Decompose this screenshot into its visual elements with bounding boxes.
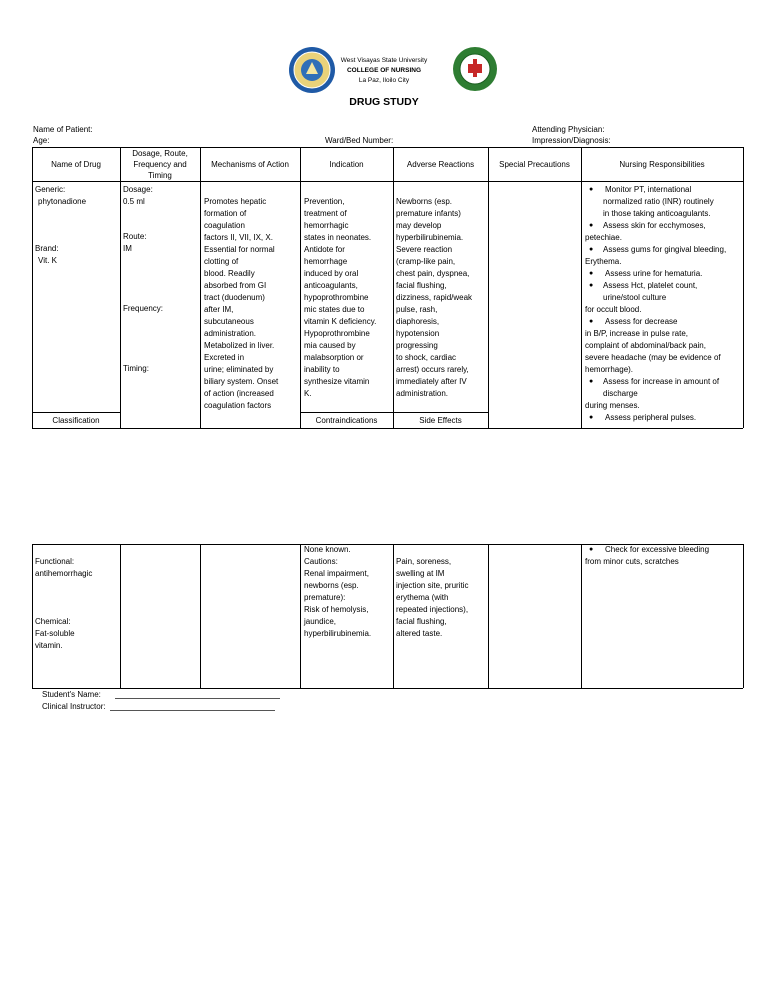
text-line: hypotension [396, 329, 440, 338]
text-line: arrest) occurs rarely, [396, 365, 469, 374]
chemical-class-label: Chemical: [35, 617, 71, 626]
text-line: states in neonates. [304, 233, 372, 242]
ward-label: Ward/Bed Number: [325, 136, 394, 145]
text-line: Pain, soreness, [396, 557, 452, 566]
mechanism-text [204, 196, 299, 412]
text-line: K. [304, 389, 312, 398]
col-header-mechanism: Mechanisms of Action [211, 160, 289, 169]
text-line: erythema (with [396, 593, 449, 602]
college-address: La Paz, Iloilo City [358, 77, 410, 84]
text-line: from minor cuts, scratches [585, 557, 679, 566]
text-line: blood. Readily [204, 269, 255, 278]
text-line: during menses. [585, 401, 640, 410]
text-line: to shock, cardiac [396, 353, 457, 362]
text-line: facial flushing, [396, 281, 447, 290]
text-line: may develop [396, 221, 442, 230]
text-line: vitamin K deficiency. [304, 317, 377, 326]
brand-label: Brand: [35, 244, 59, 253]
clinical-instructor-field [42, 702, 275, 711]
text-line: altered taste. [396, 629, 443, 638]
text-line: Newborns (esp. [396, 197, 453, 206]
text-line: facial flushing, [396, 617, 447, 626]
adverse-reactions-text [396, 196, 487, 400]
text-line: malabsorption or [304, 353, 364, 362]
text-line: coagulation factors [204, 401, 272, 410]
generic-label: Generic: [35, 185, 66, 194]
text-line: Prevention, [304, 197, 345, 206]
text-line: formation of [204, 209, 247, 218]
bullet-item: ● Assess Hct, platelet count, [585, 280, 742, 292]
text-line: hemorrhage [304, 257, 348, 266]
text-line: Metabolized in liver. [204, 341, 275, 350]
bullet-continuation: normalized ratio (INR) routinely [603, 197, 714, 206]
text-line: Promotes hepatic [204, 197, 267, 206]
nursing-responsibilities-list-continued [585, 544, 742, 568]
text-line: Renal impairment, [304, 569, 369, 578]
route-value: IM [123, 244, 132, 253]
timing-label: Timing: [123, 364, 149, 373]
text-line: Cautions: [304, 557, 338, 566]
student-name-field [42, 690, 280, 699]
text-line: of action (increased [204, 389, 274, 398]
text-line: complaint of abdominal/back pain, [585, 341, 706, 350]
text-line: jaundice, [304, 617, 337, 626]
text-line: swelling at IM [396, 569, 445, 578]
text-line: hyperbilirubinemia. [396, 233, 464, 242]
side-effects-text [396, 556, 487, 640]
frequency-label: Frequency: [123, 304, 164, 313]
bullet-continuation: in those taking anticoagulants. [603, 209, 711, 218]
text-line: for occult blood. [585, 305, 642, 314]
text-line: urine; eliminated by [204, 365, 274, 374]
student-name-label: Student's Name: [42, 690, 101, 699]
text-line: (cramp-like pain, [396, 257, 456, 266]
text-line: hypoprothrombine [304, 293, 369, 302]
text-line: hemorrhagic [304, 221, 349, 230]
clinical-instructor-label: Clinical Instructor: [42, 702, 106, 711]
text-line: biliary system. Onset [204, 377, 279, 386]
text-line: Fat-soluble [35, 629, 75, 638]
text-line: None known. [304, 545, 351, 554]
text-line: administration. [204, 329, 257, 338]
text-line: dizziness, rapid/weak [396, 293, 473, 302]
bullet-item: ● Assess skin for ecchymoses, [585, 220, 742, 232]
text-line: factors II, VII, IX, X. [204, 233, 273, 242]
text-line: mic states due to [304, 305, 365, 314]
text-line: mia caused by [304, 341, 356, 350]
text-line: injection site, pruritic [396, 581, 469, 590]
text-line: hyperbilirubinemia. [304, 629, 372, 638]
bullet-item: ● Assess gums for gingival bleeding, [585, 244, 742, 256]
text-line: tract (duodenum) [204, 293, 265, 302]
clinical-instructor-line [110, 702, 275, 711]
bullet-item: ● Monitor PT, international [585, 184, 742, 196]
nursing-responsibilities-list [585, 184, 742, 424]
col-header-side-effects: Side Effects [419, 416, 462, 425]
text-line: newborns (esp. [304, 581, 359, 590]
text-line: coagulation [204, 221, 245, 230]
col-header-indication: Indication [329, 160, 364, 169]
bullet-item: ● Assess urine for hematuria. [585, 268, 742, 280]
brand-name: Vit. K [38, 256, 57, 265]
chemical-class-value [35, 628, 75, 652]
text-line: administration. [396, 389, 449, 398]
col-header-dosage: Dosage, Route, Frequency and Timing [132, 149, 188, 180]
text-line: immediately after IV [396, 377, 467, 386]
diagnosis-label: Impression/Diagnosis: [532, 136, 611, 145]
bullet-item: ● Assess for decrease [585, 316, 742, 328]
text-line: Antidote for [304, 245, 345, 254]
college-name: COLLEGE OF NURSING [346, 67, 422, 74]
text-line: Hypoprothrombine [304, 329, 370, 338]
text-line: subcutaneous [204, 317, 254, 326]
text-line: Excreted in [204, 353, 245, 362]
text-line: progressing [396, 341, 438, 350]
contraindications-text [304, 544, 392, 640]
age-label: Age: [33, 136, 50, 145]
col-header-name-of-drug: Name of Drug [51, 160, 101, 169]
text-line: premature infants) [396, 209, 461, 218]
bullet-continuation: urine/stool culture [603, 293, 667, 302]
university-name: West Visayas State University [340, 57, 428, 64]
physician-label: Attending Physician: [532, 125, 605, 134]
text-line: Risk of hemolysis, [304, 605, 369, 614]
text-line: severe headache (may be evidence of [585, 353, 721, 362]
col-header-classification: Classification [52, 416, 100, 425]
text-line: Severe reaction [396, 245, 453, 254]
bullet-item: ● Assess peripheral pulses. [585, 412, 742, 424]
text-line: vitamin. [35, 641, 63, 650]
indication-text [304, 196, 392, 400]
text-line: hemorrhage). [585, 365, 634, 374]
col-header-contraindications: Contraindications [315, 416, 378, 425]
bullet-continuation: discharge [603, 389, 638, 398]
text-line: induced by oral [304, 269, 359, 278]
text-line: absorbed from GI [204, 281, 267, 290]
patient-name-label: Name of Patient: [33, 125, 93, 134]
text-line: in B/P, increase in pulse rate, [585, 329, 689, 338]
text-line: clotting of [204, 257, 239, 266]
text-line: chest pain, dyspnea, [396, 269, 470, 278]
text-line: Erythema. [585, 257, 622, 266]
bullet-item: ● Check for excessive bleeding [585, 544, 742, 556]
functional-class-value: antihemorrhagic [35, 569, 93, 578]
text-line: pulse, rash, [396, 305, 438, 314]
functional-class-label: Functional: [35, 557, 75, 566]
text-line: premature): [304, 593, 346, 602]
text-line: anticoagulants, [304, 281, 358, 290]
student-name-line [115, 690, 280, 699]
bullet-item: ● Assess for increase in amount of [585, 376, 742, 388]
page-title: DRUG STUDY [349, 96, 419, 108]
text-line: inability to [304, 365, 340, 374]
text-line: after IM, [204, 305, 234, 314]
col-header-nursing-responsibilities: Nursing Responsibilities [619, 160, 705, 169]
text-line: repeated injections), [396, 605, 469, 614]
text-line: treatment of [304, 209, 347, 218]
text-line: Essential for normal [204, 245, 275, 254]
generic-name: phytonadione [38, 197, 87, 206]
route-label: Route: [123, 232, 147, 241]
text-line: synthesize vitamin [304, 377, 370, 386]
col-header-special-precautions: Special Precautions [499, 160, 570, 169]
text-line: petechiae. [585, 233, 622, 242]
col-header-adverse-reactions: Adverse Reactions [406, 160, 475, 169]
text-line: diaphoresis, [396, 317, 440, 326]
dosage-label: Dosage: [123, 185, 153, 194]
dosage-value: 0.5 ml [123, 197, 145, 206]
